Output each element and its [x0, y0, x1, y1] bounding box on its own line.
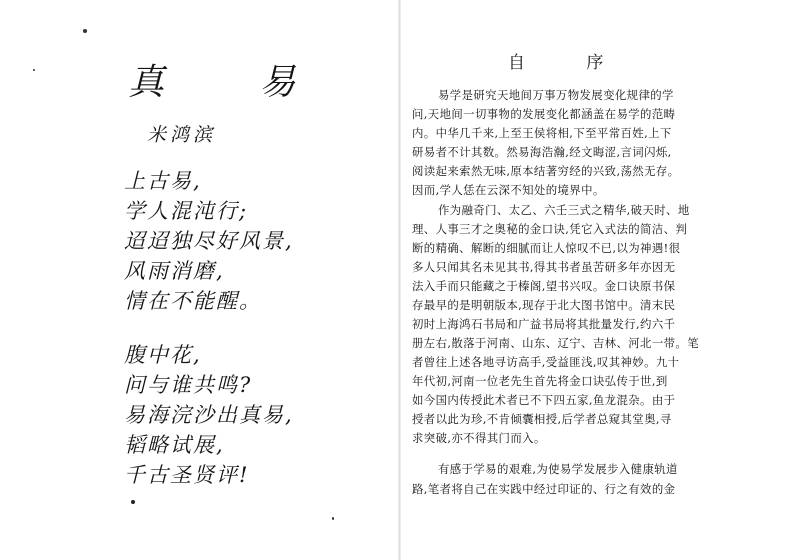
poem-line: 韬略试展,: [124, 433, 225, 457]
preface-line: 如今国内传授此术者已不下四五家,鱼龙混杂。由于: [412, 393, 676, 407]
preface-line: 因而,学人恁在云深不知处的境界中。: [412, 183, 605, 197]
preface-line: 者曾往上述各地寻访高手,受益匪浅,叹其神妙。九十: [412, 355, 680, 369]
poem-stanza: [124, 340, 294, 490]
right-page: [400, 0, 793, 560]
preface-line: 授者以此为珍,不肯倾囊相授,后学者总窥其堂奥,寻: [412, 412, 672, 426]
preface-line: 阅读起来索然无味,原本结著穷经的兴致,荡然无存。: [412, 164, 680, 178]
preface-line: 问,天地间一切事物的发展变化都涵盖在易学的范畴: [412, 107, 676, 121]
poem-line: 情在不能醒。: [124, 289, 262, 313]
poem-line: 腹中花,: [124, 343, 202, 367]
preface-line: 法入手而只能藏之于榛阁,望书兴叹。金口诀原书保: [412, 279, 676, 293]
poem-title: 真 易: [128, 62, 338, 103]
scan-speck: [83, 29, 87, 33]
preface-line: 作为融奇门、太乙、六壬三式之精华,破天时、地: [438, 203, 690, 217]
preface-line: 有感于学易的艰难,为使易学发展步入健康轨道: [438, 462, 678, 476]
poem-stanza: [124, 166, 294, 316]
poem-line: 迢迢独尽好风景,: [124, 229, 294, 253]
preface-line: 路,笔者将自己在实践中经过印证的、行之有效的金: [412, 482, 676, 496]
preface-line: 求突破,亦不得其门而入。: [412, 431, 546, 445]
preface-line: 理、人事三才之奥秘的金口诀,凭它入式法的简洁、判: [412, 222, 688, 236]
poem-line: 问与谁共鸣?: [124, 373, 253, 397]
preface-line: 内。中华几千来,上至王侯将相,下至平常百姓,上下: [412, 126, 672, 140]
preface-line: 年代初,河南一位老先生首先将金口诀弘传于世,到: [412, 374, 668, 388]
scan-speck: [332, 517, 334, 520]
preface-line: 多人只闻其名未见其书,得其书者虽苦研多年亦因无: [412, 260, 676, 274]
poem-line: 千古圣贤评!: [124, 463, 250, 487]
scan-speck: [33, 69, 35, 71]
preface-line: 册左右,散落于河南、山东、辽宁、吉林、河北一带。笔: [412, 336, 699, 350]
ink-dot: [131, 500, 135, 504]
poem-line: 易海浣沙出真易,: [124, 403, 294, 427]
preface-title: 自 序: [508, 53, 632, 73]
preface-line: 易学是研究天地间万事万物发展变化规律的学: [438, 88, 674, 102]
poem-author: 米鸿滨: [147, 124, 217, 146]
poem-line: 学人混沌行;: [124, 199, 249, 223]
preface-line: 研易者不计其数。然易海浩瀚,经文晦涩,言词闪烁,: [412, 145, 672, 159]
poem-line: 上古易,: [124, 169, 202, 193]
preface-line: 断的精确、解断的细腻而让人惊叹不已,以为神遇!很: [412, 241, 681, 255]
preface-line: 初时上海鸿石书局和广益书局将其批量发行,约六千: [412, 317, 676, 331]
poem-line: 风雨消磨,: [124, 259, 225, 283]
preface-line: 存最早的是明朝版本,现存于北大图书馆中。清末民: [412, 298, 676, 312]
